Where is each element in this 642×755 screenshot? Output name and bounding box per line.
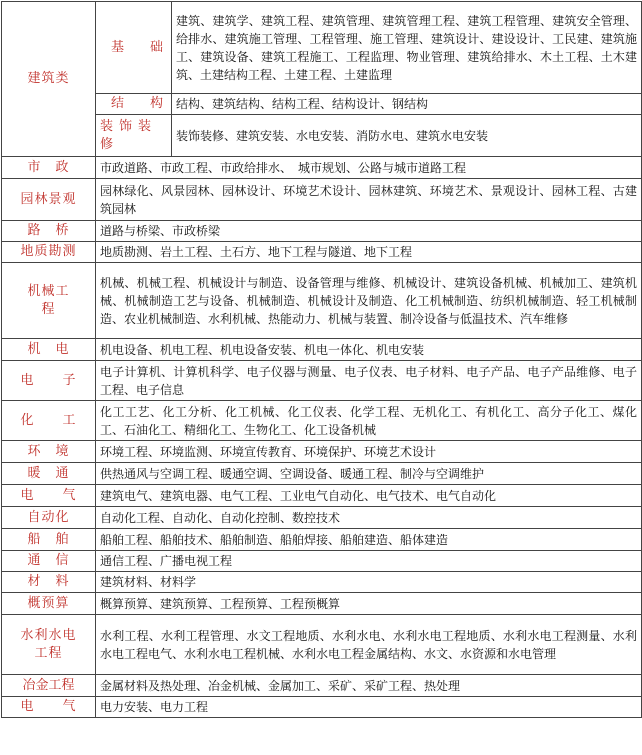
table-row	[2, 157, 642, 179]
majors-cell: 道路与桥梁、市政桥梁	[96, 221, 642, 242]
majors-cell: 机电设备、机电工程、机电设备安装、机电一体化、机电安装	[96, 339, 642, 361]
category-cell: 电 气	[2, 485, 96, 507]
table-row	[2, 179, 642, 221]
majors-cell: 通信工程、广播电视工程	[96, 551, 642, 572]
majors-cell: 化工工艺、化工分析、化工机械、化工仪表、化学工程、无机化工、有机化工、高分子化工、煤化工、石油化工、精细化工、生物化工、化工设备机械	[96, 401, 642, 441]
table-row	[2, 485, 642, 507]
table-row	[2, 263, 642, 339]
majors-cell: 水利工程、水利工程管理、水文工程地质、水利水电、水利水电工程地质、水利水电工程测量、水利水电工程电气、水利水电工程机械、水利水电工程金属结构、水文、水资源和水电管理	[96, 615, 642, 675]
category-cell: 园林景观	[2, 179, 96, 221]
category-cell: 暖 通	[2, 463, 96, 485]
table-row	[2, 593, 642, 615]
majors-cell: 金属材料及热处理、冶金机械、金属加工、采矿、采矿工程、热处理	[96, 675, 642, 697]
majors-cell: 地质勘测、岩土工程、土石方、地下工程与隧道、地下工程	[96, 242, 642, 263]
category-cell: 冶金工程	[2, 675, 96, 697]
table-row	[2, 529, 642, 551]
category-cell: 水利水电工程	[2, 615, 96, 675]
table-row	[2, 572, 642, 593]
table-row	[2, 507, 642, 529]
category-cell: 化 工	[2, 401, 96, 441]
category-cell: 建筑类	[2, 2, 96, 157]
majors-cell: 电力安装、电力工程	[96, 697, 642, 718]
majors-table	[1, 1, 642, 718]
table-row	[2, 675, 642, 697]
majors-cell: 电子计算机、计算机科学、电子仪器与测量、电子仪表、电子材料、电子产品、电子产品维修、电子工程、电子信息	[96, 361, 642, 401]
table-row	[2, 221, 642, 242]
table-row	[2, 551, 642, 572]
category-cell: 地质勘测	[2, 242, 96, 263]
majors-cell: 自动化工程、自动化、自动化控制、数控技术	[96, 507, 642, 529]
category-cell: 通 信	[2, 551, 96, 572]
majors-cell: 园林绿化、风景园林、园林设计、环境艺术设计、园林建筑、环境艺术、景观设计、园林工程、古建筑园林	[96, 179, 642, 221]
subcategory-cell: 结 构	[96, 94, 172, 115]
majors-cell: 概算预算、建筑预算、工程预算、工程预概算	[96, 593, 642, 615]
category-cell: 船 舶	[2, 529, 96, 551]
table-row	[2, 615, 642, 675]
table-row	[2, 115, 642, 157]
majors-cell: 装饰装修、建筑安装、水电安装、消防水电、建筑水电安装	[172, 115, 642, 157]
category-cell: 材 料	[2, 572, 96, 593]
category-cell: 环 境	[2, 441, 96, 463]
majors-cell: 供热通风与空调工程、暖通空调、空调设备、暖通工程、制冷与空调维护	[96, 463, 642, 485]
table-row	[2, 361, 642, 401]
category-cell: 机 电	[2, 339, 96, 361]
majors-cell: 建筑、建筑学、建筑工程、建筑管理、建筑管理工程、建筑工程管理、建筑安全管理、给排水、建筑施工管理、工程管理、施工管理、建筑设计、建设设计、工民建、建筑施工、建筑设备、建筑工程施工、工程监理、物业管理、建筑给排水、木土工程、土木建筑、土建结构工程、土建工程、土建监理	[172, 2, 642, 94]
majors-cell: 建筑电气、建筑电器、电气工程、工业电气自动化、电气技术、电气自动化	[96, 485, 642, 507]
table-row	[2, 441, 642, 463]
category-cell: 机械工程	[2, 263, 96, 339]
category-cell: 电 气	[2, 697, 96, 718]
table-row	[2, 242, 642, 263]
category-cell: 路 桥	[2, 221, 96, 242]
table-row	[2, 94, 642, 115]
majors-cell: 机械、机械工程、机械设计与制造、设备管理与维修、机械设计、建筑设备机械、机械加工、建筑机械、机械制造工艺与设备、机械制造、机械设计及制造、化工机械制造、纺织机械制造、轻工机械制造、农业机械制造、水利机械、热能动力、机械与装置、制冷设备与低温技术、汽车维修	[96, 263, 642, 339]
category-cell: 市 政	[2, 157, 96, 179]
table-row	[2, 401, 642, 441]
majors-cell: 环境工程、环境监测、环境宣传教育、环境保护、环境艺术设计	[96, 441, 642, 463]
majors-cell: 结构、建筑结构、结构工程、结构设计、钢结构	[172, 94, 642, 115]
majors-cell: 船舶工程、船舶技术、船舶制造、船舶焊接、船舶建造、船体建造	[96, 529, 642, 551]
category-cell: 概预算	[2, 593, 96, 615]
majors-cell: 市政道路、市政工程、市政给排水、 城市规划、公路与城市道路工程	[96, 157, 642, 179]
table-row	[2, 463, 642, 485]
table-row	[2, 2, 642, 94]
category-cell: 自动化	[2, 507, 96, 529]
category-cell: 电 子	[2, 361, 96, 401]
table-row	[2, 697, 642, 718]
subcategory-cell: 基 础	[96, 2, 172, 94]
table-row	[2, 339, 642, 361]
majors-cell: 建筑材料、材料学	[96, 572, 642, 593]
subcategory-cell: 装饰装修	[96, 115, 172, 157]
